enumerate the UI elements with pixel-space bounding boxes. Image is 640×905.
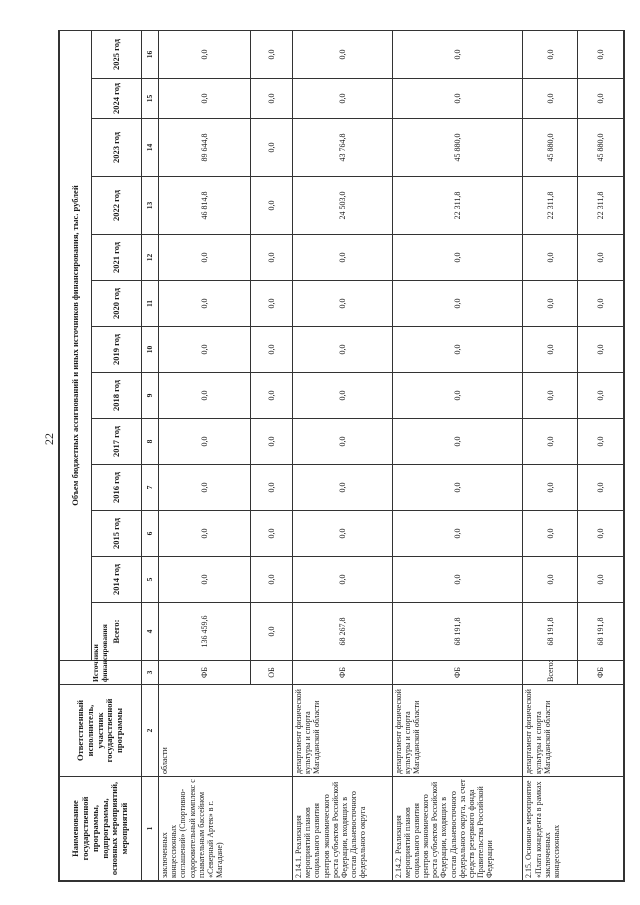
row-year-value: 0,0: [293, 373, 392, 419]
column-number: 13: [142, 177, 159, 235]
row-executor: департамент физической культуры и спорта Магаданской области: [293, 685, 392, 777]
row-year-value: 45 880,0: [523, 119, 577, 177]
row-source: ФБ: [159, 661, 251, 685]
row-year-value: 0,0: [293, 30, 392, 78]
header-year: 2023 год: [92, 119, 142, 177]
row-year-value: 0,0: [293, 327, 392, 373]
row-year-value: 0,0: [392, 419, 523, 465]
row-source: ОБ: [251, 661, 293, 685]
row-year-value: 0,0: [159, 30, 251, 78]
row-name: 2.14.1. Реализация мероприятий планов социального развития центров экономического роста субъектов Российской Федерации, входящих в состав Дальневосточного федерального округа: [293, 777, 392, 881]
row-year-value: 0,0: [251, 177, 293, 235]
row-year-value: 0,0: [251, 373, 293, 419]
row-year-value: 0,0: [251, 235, 293, 281]
row-year-value: 0,0: [159, 465, 251, 511]
row-year-value: 0,0: [577, 327, 623, 373]
header-year: 2019 год: [92, 327, 142, 373]
row-year-value: 0,0: [159, 327, 251, 373]
header-year: 2015 год: [92, 511, 142, 557]
row-year-value: 0,0: [523, 327, 577, 373]
row-year-value: 0,0: [251, 327, 293, 373]
column-number: 9: [142, 373, 159, 419]
row-year-value: 0,0: [251, 557, 293, 603]
column-number: 6: [142, 511, 159, 557]
row-year-value: 0,0: [392, 79, 523, 119]
header-year: 2020 год: [92, 281, 142, 327]
row-name: 2.14.2. Реализация мероприятий планов социального развития центров экономического роста субъектов Российской Федерации, входящих в состав Дальневосточного федерального округа, за счет средств резервного фонда Правительства Российской Федерации: [392, 777, 523, 881]
row-year-value: 0,0: [159, 557, 251, 603]
row-year-value: 0,0: [392, 511, 523, 557]
row-year-value: 0,0: [392, 465, 523, 511]
page-number: 22: [42, 433, 56, 445]
row-source: Всего:: [523, 661, 577, 685]
row-year-value: 0,0: [577, 373, 623, 419]
header-name: Наименование государственной программы, подпрограммы, основных мероприятий, мероприятий: [60, 777, 142, 881]
row-total: 68 191,8: [577, 603, 623, 661]
row-year-value: 0,0: [251, 119, 293, 177]
row-source: ФБ: [293, 661, 392, 685]
column-number: 7: [142, 465, 159, 511]
row-year-value: 0,0: [392, 281, 523, 327]
row-year-value: 0,0: [293, 419, 392, 465]
table-row: [159, 30, 251, 880]
row-name: заключенных концессионных соглашений» (Спортивно-оздоровительный комплекс с плавательным бассейном «Северный Артек» в г. Магадане): [159, 777, 293, 881]
row-year-value: 0,0: [523, 30, 577, 78]
row-year-value: 0,0: [293, 79, 392, 119]
row-year-value: 0,0: [159, 235, 251, 281]
row-year-value: 0,0: [523, 465, 577, 511]
row-year-value: 0,0: [577, 557, 623, 603]
row-year-value: 0,0: [293, 235, 392, 281]
row-year-value: 0,0: [392, 235, 523, 281]
row-year-value: 24 503,0: [293, 177, 392, 235]
row-year-value: 0,0: [251, 465, 293, 511]
row-year-value: 0,0: [293, 511, 392, 557]
row-year-value: 45 880,0: [392, 119, 523, 177]
row-year-value: 0,0: [251, 511, 293, 557]
header-year: 2025 год: [92, 30, 142, 78]
column-number: 8: [142, 419, 159, 465]
column-number: 5: [142, 557, 159, 603]
header-year: 2024 год: [92, 79, 142, 119]
table-row: [293, 30, 392, 880]
rotated-content: [59, 31, 624, 881]
header-year: 2018 год: [92, 373, 142, 419]
row-year-value: 0,0: [293, 281, 392, 327]
row-year-value: 0,0: [159, 281, 251, 327]
row-year-value: 0,0: [577, 30, 623, 78]
table-frame: [58, 30, 625, 882]
column-number: 2: [142, 685, 159, 777]
row-year-value: 0,0: [392, 557, 523, 603]
row-year-value: 0,0: [577, 511, 623, 557]
row-year-value: 0,0: [577, 465, 623, 511]
column-number: 1: [142, 777, 159, 881]
header-year: 2021 год: [92, 235, 142, 281]
column-number: 14: [142, 119, 159, 177]
row-year-value: 0,0: [577, 281, 623, 327]
row-year-value: 0,0: [523, 557, 577, 603]
row-source: ФБ: [577, 661, 623, 685]
row-year-value: 22 311,8: [523, 177, 577, 235]
row-year-value: 0,0: [293, 557, 392, 603]
header-year: 2017 год: [92, 419, 142, 465]
column-number: 15: [142, 79, 159, 119]
row-executor: области: [159, 685, 293, 777]
row-year-value: 0,0: [293, 465, 392, 511]
column-number: 16: [142, 30, 159, 78]
row-name: 2.15. Основное мероприятие «Плата концедента в рамках заключенных концессионных: [523, 777, 624, 881]
row-year-value: 0,0: [577, 79, 623, 119]
row-year-value: 22 311,8: [577, 177, 623, 235]
row-total: 136 459,6: [159, 603, 251, 661]
row-year-value: 0,0: [523, 511, 577, 557]
row-year-value: 0,0: [159, 419, 251, 465]
row-year-value: 0,0: [523, 281, 577, 327]
row-year-value: 0,0: [159, 79, 251, 119]
table-row: [523, 30, 577, 880]
header-year: 2016 год: [92, 465, 142, 511]
row-executor: департамент физической культуры и спорта Магаданской области: [392, 685, 523, 777]
header-year: 2022 год: [92, 177, 142, 235]
row-total: 68 191,8: [392, 603, 523, 661]
column-number: 12: [142, 235, 159, 281]
row-total: 68 191,8: [523, 603, 577, 661]
column-number: 11: [142, 281, 159, 327]
row-total: 0,0: [251, 603, 293, 661]
funding-table: [59, 30, 624, 881]
row-year-value: 43 764,8: [293, 119, 392, 177]
column-number: 3: [142, 661, 159, 685]
table-row: [392, 30, 523, 880]
header-total: Всего:: [92, 603, 142, 661]
row-executor: департамент физической культуры и спорта Магаданской области: [523, 685, 624, 777]
row-year-value: 0,0: [251, 30, 293, 78]
row-year-value: 45 880,0: [577, 119, 623, 177]
row-year-value: 0,0: [392, 30, 523, 78]
row-year-value: 0,0: [251, 79, 293, 119]
header-year: 2014 год: [92, 557, 142, 603]
row-year-value: 22 311,8: [392, 177, 523, 235]
row-year-value: 0,0: [392, 373, 523, 419]
row-year-value: 0,0: [523, 79, 577, 119]
row-source: ФБ: [392, 661, 523, 685]
row-year-value: 0,0: [523, 235, 577, 281]
row-year-value: 0,0: [577, 419, 623, 465]
column-number: 10: [142, 327, 159, 373]
row-year-value: 0,0: [392, 327, 523, 373]
row-year-value: 0,0: [159, 511, 251, 557]
header-executor: Ответственный исполнитель, участник государственной программы: [60, 685, 142, 777]
header-source: Источники финансирования: [60, 661, 142, 685]
row-year-value: 0,0: [251, 281, 293, 327]
row-year-value: 0,0: [251, 419, 293, 465]
row-year-value: 89 644,8: [159, 119, 251, 177]
row-total: 68 267,8: [293, 603, 392, 661]
row-year-value: 0,0: [577, 235, 623, 281]
row-year-value: 46 814,8: [159, 177, 251, 235]
row-year-value: 0,0: [523, 373, 577, 419]
column-number: 4: [142, 603, 159, 661]
row-year-value: 0,0: [523, 419, 577, 465]
header-funding-title: Объем бюджетных ассигнований и иных источников финансирования, тыс. рублей: [60, 30, 92, 660]
row-year-value: 0,0: [159, 373, 251, 419]
